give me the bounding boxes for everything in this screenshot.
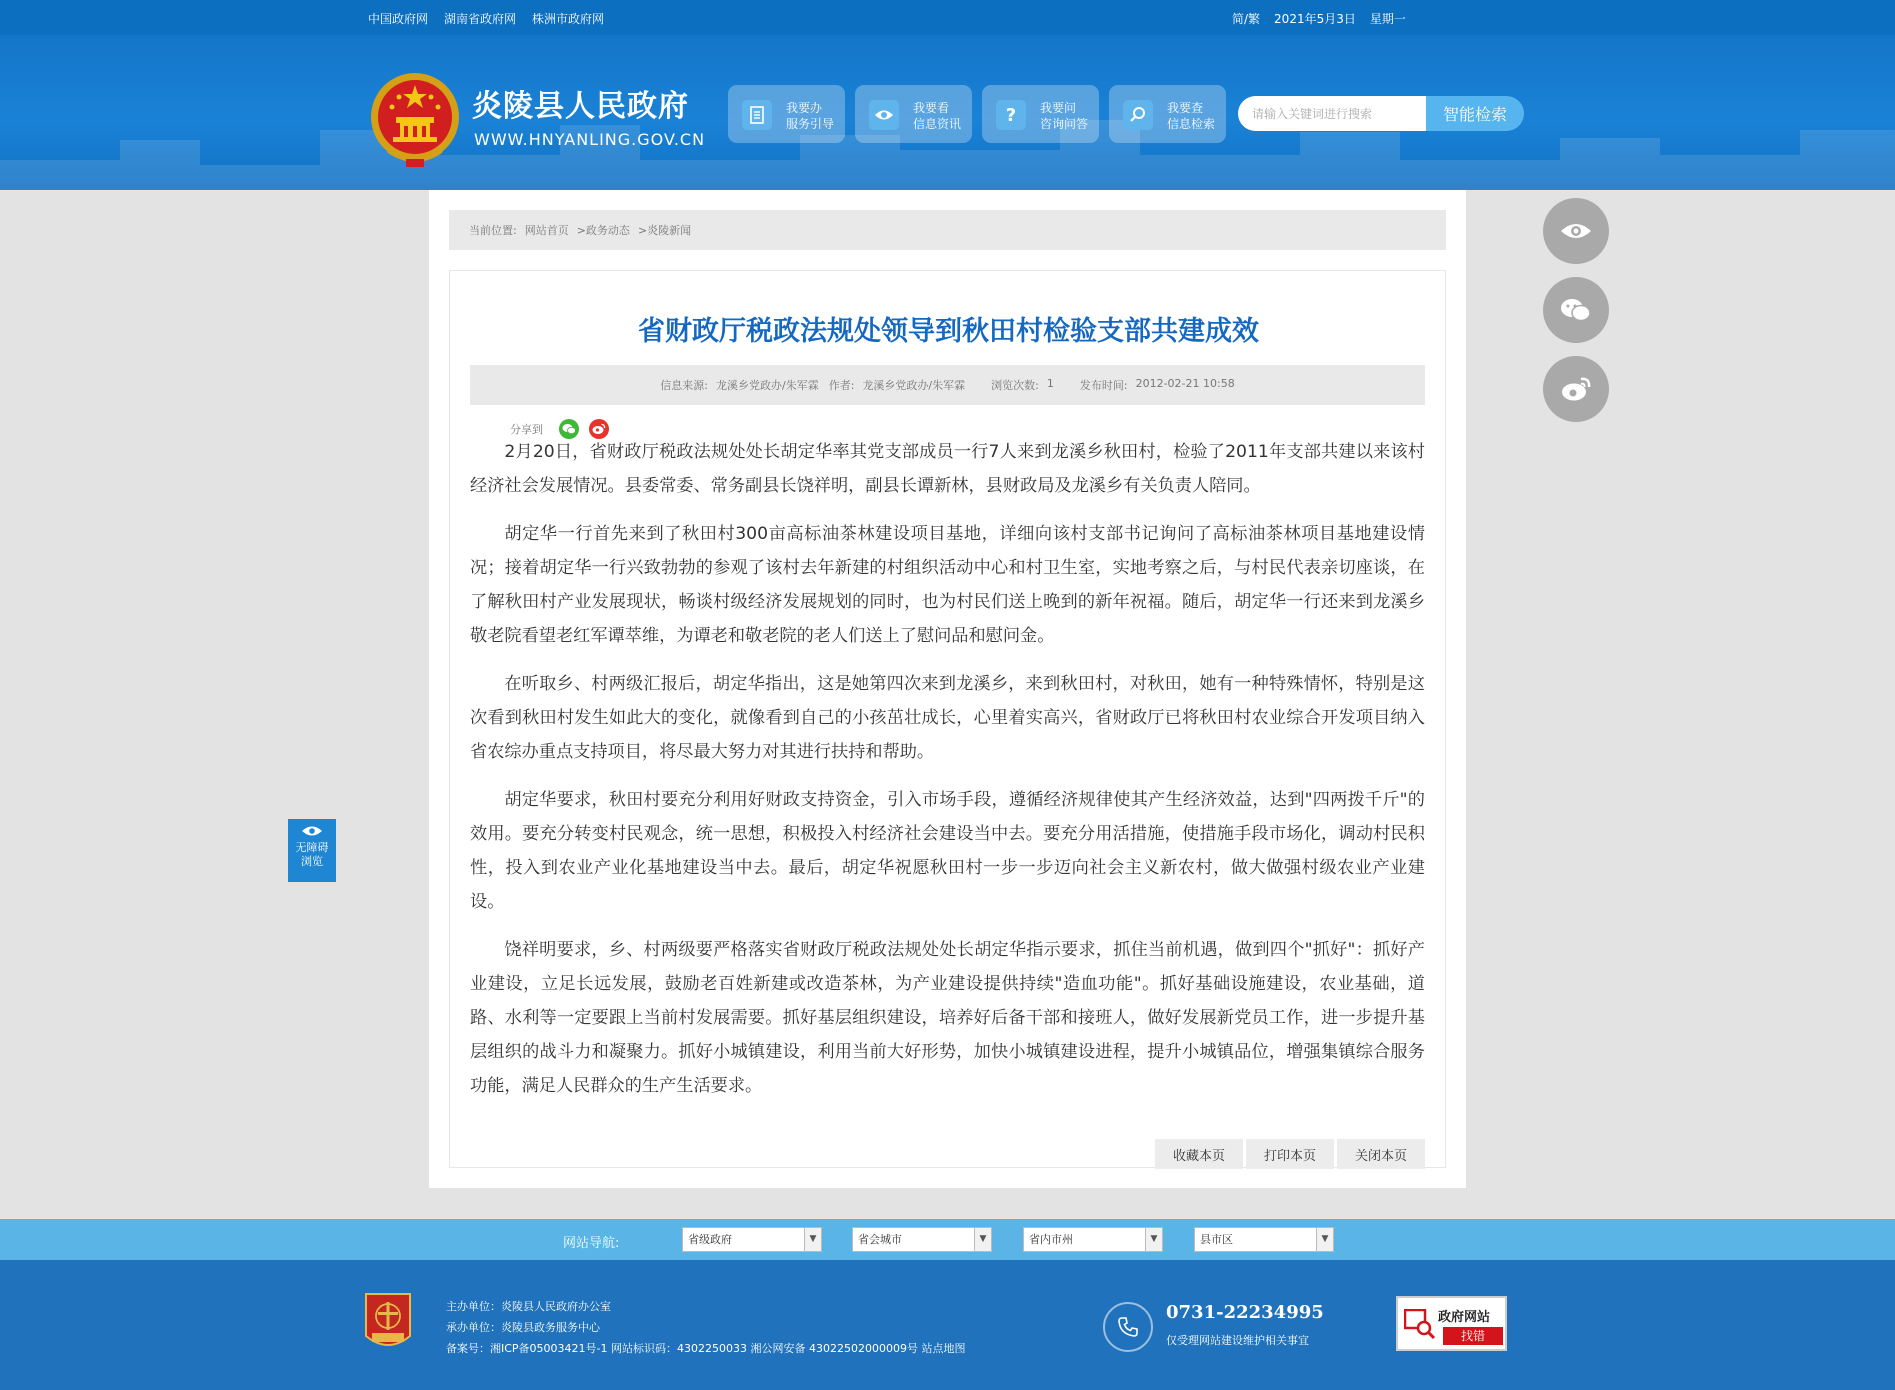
footer-phone: 0731-22234995 — [1166, 1302, 1324, 1323]
select-counties[interactable] — [1194, 1227, 1334, 1252]
meta-date-value: 2012-02-21 10:58 — [1135, 377, 1235, 390]
accessibility-line2: 浏览 — [301, 855, 323, 868]
eye-icon — [1560, 221, 1592, 241]
meta-author-value: 龙溪乡党政办/朱军霖 — [862, 379, 966, 392]
language-toggle[interactable]: 简/繁 — [1232, 12, 1261, 26]
chevron-down-icon: ▼ — [1316, 1228, 1333, 1251]
meta-views-value: 1 — [1046, 377, 1054, 390]
weibo-icon — [1560, 376, 1592, 402]
eye-icon — [869, 100, 899, 130]
select-value: 县市区 — [1200, 1233, 1233, 1246]
article-paragraph: 胡定华要求，秋田村要充分利用好财政支持资金，引入市场手段，遵循经济规律使其产生经济效益，达到"四两拨千斤"的效用。要充分转变村民观念，统一思想，积极投入村经济社会建设当中去。要充分用活措施，使措施手段市场化，调动村民积性，投入到农业产业化基地建设当中去。最后，胡定华祝愿秋田村一步一步迈向社会主义新农村，做大做强村级农业产业建设。 — [470, 790, 1425, 912]
gov-link-hunan[interactable]: 湖南省政府网 — [444, 12, 517, 26]
magnifier-icon — [1404, 1309, 1436, 1341]
meta-date-label: 发布时间: — [1079, 379, 1128, 392]
breadcrumb — [449, 210, 1446, 250]
nav-button-info[interactable] — [855, 85, 972, 143]
nav-button-subtitle: 咨询问答 — [1040, 117, 1089, 131]
question-icon: ? — [996, 100, 1026, 130]
breadcrumb-home[interactable]: 网站首页 — [524, 224, 569, 237]
float-wechat-button[interactable] — [1543, 277, 1609, 343]
search-input[interactable] — [1238, 96, 1426, 131]
current-weekday: 星期一 — [1369, 12, 1406, 26]
article-paragraph: 胡定华一行首先来到了秋田村300亩高标油茶林建设项目基地，详细向该村支部书记询问了高标油茶林项目基地建设情况；接着胡定华一行兴致勃勃的参观了该村去年新建的村组织活动中心和村卫生室，实地考察之后，与村民代表亲切座谈，在了解秋田村产业发展现状，畅谈村级经济发展规划的同时，也为村民们送上晚到的新年祝福。随后，胡定华一行还来到龙溪乡敬老院看望老红军谭萃维，为谭老和敬老院的老人们送上了慰问品和慰问金。 — [470, 524, 1425, 646]
article-meta — [470, 365, 1425, 405]
meta-author-label: 作者: — [828, 379, 855, 392]
breadcrumb-local-news[interactable]: >炎陵新闻 — [637, 224, 692, 237]
nav-button-subtitle: 服务引导 — [786, 117, 835, 131]
float-weibo-button[interactable] — [1543, 356, 1609, 422]
national-emblem-logo — [368, 71, 462, 171]
gov-links — [368, 10, 604, 27]
article-content — [470, 435, 1425, 1117]
nav-button-title: 我要看 — [913, 101, 950, 115]
nav-button-search[interactable] — [1109, 85, 1226, 143]
footer-host: 主办单位：炎陵县人民政府办公室 — [446, 1300, 611, 1313]
top-bar — [0, 0, 1895, 35]
close-page-button[interactable]: 关闭本页 — [1337, 1139, 1425, 1169]
footer-record: 备案号：湘ICP备05003421号-1 网站标识码：4302250033 湘公网安备 43022502000009号 站点地图 — [446, 1342, 966, 1355]
article-paragraph: 在听取乡、村两级汇报后，胡定华指出，这是她第四次来到龙溪乡，来到秋田村，对秋田，她有一种特殊情怀，特别是这次看到秋田村发生如此大的变化，就像看到自己的小孩茁壮成长，心里着实高兴，省财政厅已将秋田村农业综合开发项目纳入省农综办重点支持项目，将尽最大努力对其进行扶持和帮助。 — [470, 674, 1425, 762]
article-actions — [1155, 1139, 1425, 1169]
share-label: 分享到 — [510, 423, 543, 436]
select-value: 省级政府 — [688, 1233, 732, 1246]
footer-info — [446, 1296, 965, 1359]
meta-author — [829, 377, 965, 393]
report-error-title: 政府网站 — [1438, 1310, 1491, 1325]
accessibility-line1: 无障碍 — [295, 841, 329, 854]
breadcrumb-gov-news[interactable]: >政务动态 — [576, 224, 630, 237]
accessibility-button[interactable] — [288, 819, 336, 882]
site-footer — [0, 1260, 1895, 1390]
bookmark-button[interactable]: 收藏本页 — [1155, 1139, 1243, 1169]
nav-button-title: 我要问 — [1040, 101, 1077, 115]
nav-button-subtitle: 信息检索 — [1167, 117, 1216, 131]
article-paragraph: 2月20日，省财政厅税政法规处处长胡定华率其党支部成员一行7人来到龙溪乡秋田村，检验了2011年支部共建以来该村经济社会发展情况。县委常委、常务副县长饶祥明，副县长谭新林，县财政局及龙溪乡有关负责人陪同。 — [470, 442, 1425, 496]
select-capital-cities[interactable] — [852, 1227, 992, 1252]
site-url: WWW.HNYANLING.GOV.CN — [474, 130, 706, 149]
wechat-icon — [1560, 297, 1592, 323]
nav-button-subtitle: 信息资讯 — [913, 117, 962, 131]
report-error-label: 找错 — [1443, 1327, 1503, 1345]
gov-link-central[interactable]: 中国政府网 — [368, 12, 429, 26]
meta-date — [1080, 377, 1235, 393]
nav-button-questions[interactable] — [982, 85, 1099, 143]
nav-button-title: 我要办 — [786, 101, 823, 115]
site-name: 炎陵县人民政府 — [472, 89, 689, 124]
nav-button-title: 我要查 — [1167, 101, 1204, 115]
search-icon — [1123, 100, 1153, 130]
chevron-down-icon: ▼ — [1145, 1228, 1162, 1251]
meta-source-value: 龙溪乡党政办/朱军霖 — [716, 379, 819, 392]
footer-undertake: 承办单位：炎陵县政务服务中心 — [446, 1321, 600, 1334]
site-nav-label: 网站导航: — [563, 1236, 620, 1251]
meta-views — [991, 377, 1054, 393]
topbar-right — [1232, 10, 1406, 27]
breadcrumb-prefix: 当前位置: — [469, 224, 517, 237]
meta-source — [660, 377, 818, 393]
article — [449, 270, 1446, 1168]
search-button[interactable]: 智能检索 — [1426, 96, 1524, 131]
print-button[interactable]: 打印本页 — [1246, 1139, 1334, 1169]
footer-phone-note: 仅受理网站建设维护相关事宜 — [1166, 1334, 1309, 1347]
main-panel — [429, 190, 1466, 1188]
article-title: 省财政厅税政法规处领导到秋田村检验支部共建成效 — [638, 316, 1259, 347]
float-eye-button[interactable] — [1543, 198, 1609, 264]
chevron-down-icon: ▼ — [804, 1228, 821, 1251]
current-date: 2021年5月3日 — [1274, 12, 1356, 26]
article-paragraph: 饶祥明要求，乡、村两级要严格落实省财政厅税政法规处处长胡定华指示要求，抓住当前机遇，做到四个"抓好"：抓好产业建设，立足长远发展，鼓励老百姓新建或改造茶林，为产业建设提供持续"造血功能"。抓好基础设施建设，农业基础，道路、水利等一定要跟上当前村发展需要。抓好基层组织建设，培养好后备干部和接班人，做好发展新党员工作，进一步提升基层组织的战斗力和凝聚力。抓好小城镇建设，利用当前大好形势，加快小城镇建设进程，提升小城镇品位，增强集镇综合服务功能，满足人民群众的生产生活要求。 — [470, 940, 1425, 1096]
meta-views-label: 浏览次数: — [991, 379, 1039, 392]
select-value: 省内市州 — [1029, 1233, 1073, 1246]
party-government-badge[interactable] — [362, 1292, 414, 1354]
select-prefectures[interactable] — [1023, 1227, 1163, 1252]
nav-button-services[interactable] — [728, 85, 845, 143]
site-navigation-bar — [0, 1219, 1895, 1260]
site-header — [0, 35, 1895, 190]
document-icon — [742, 100, 772, 130]
report-error-button[interactable] — [1396, 1296, 1507, 1351]
gov-link-zhuzhou[interactable]: 株洲市政府网 — [532, 12, 605, 26]
meta-source-label: 信息来源: — [660, 379, 708, 392]
chevron-down-icon: ▼ — [974, 1228, 991, 1251]
phone-icon — [1103, 1302, 1153, 1352]
eye-icon — [301, 825, 323, 837]
select-value: 省会城市 — [858, 1233, 902, 1246]
select-provincial[interactable] — [682, 1227, 822, 1252]
